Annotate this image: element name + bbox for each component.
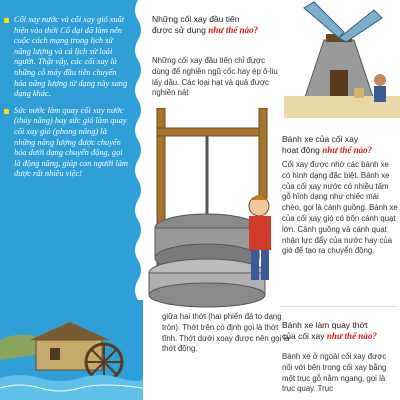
section-paragraph: Bánh xe ở ngoài cối xay được nối với bên trong cối xay bằng một trục gỗ nằm ngang, gọi là trục quay. Trục xyxy=(282,352,387,394)
heading-accent: như thế nào? xyxy=(322,145,373,155)
millstone-illustration xyxy=(147,108,287,313)
water-mill-illustration xyxy=(0,300,143,400)
sidebar-text xyxy=(4,15,130,186)
heading-accent: như thế nào? xyxy=(326,331,377,341)
section-heading: Bánh xe làm quay thớt của cối xay như thế nào? xyxy=(282,320,377,341)
main-content xyxy=(148,0,400,400)
section-heading: Bánh xe của cối xay hoạt động như thế nào? xyxy=(282,134,373,155)
section-paragraph: Cối xay được nhờ các bánh xe có hình dạng đặc biệt. Bánh xe của cối xay nước có nhiều tấm gỗ hình dạng như chiếc mái chèo, gọi là cánh guồng. Bánh xe của cối xay gió có bốn cánh quạt lớn. Cánh guồng và cánh quạt nhận lực đẩy của nước hay của gió để tạo ra chuyển động. xyxy=(282,160,398,256)
section-paragraph-continued: giữa hai thớt (hai phiến đá to dạng tròn). Thớt trên có định gọi là thớt tĩnh. Thớt dưới xoay được nên gọi là thớt động. xyxy=(162,312,290,354)
section-heading: Những cối xay đầu tiên được sử dụng như thế nào? xyxy=(152,14,259,35)
heading-accent: như thế nào? xyxy=(208,25,259,35)
sidebar-bullet-item: Sức nước làm quay cối xay nước (thủy năng) hay sức gió làm quay cối xay gió (phong năng) là những năng lượng được chuyển hóa dưới dạng chuyển động, gọi là động năng, giúp con người làm được rất nhiều việc! xyxy=(4,106,130,180)
bullet-square-icon xyxy=(4,18,9,23)
sidebar-bullet-item: Cối xay nước và cối xay gió xuất hiện vào thời Cổ đại đã làm nên cuộc cách mạng trong lịch sử năng lượng và cả lịch sử loài người. Thật vậy, các cối xay là những cỗ máy đầu tiên chuyển hóa năng lượng từ dạng này sang dạng khác. xyxy=(4,15,130,100)
sidebar-panel xyxy=(0,0,143,400)
section-paragraph: Những cối xay đầu tiên chỉ được dùng để nghiền ngũ cốc hay ép ô-liu lấy dầu. Các loại hạt và quả được nghiền nát xyxy=(152,56,278,98)
windmill-illustration xyxy=(284,0,400,118)
bullet-square-icon xyxy=(4,109,9,114)
section-divider xyxy=(280,306,398,307)
